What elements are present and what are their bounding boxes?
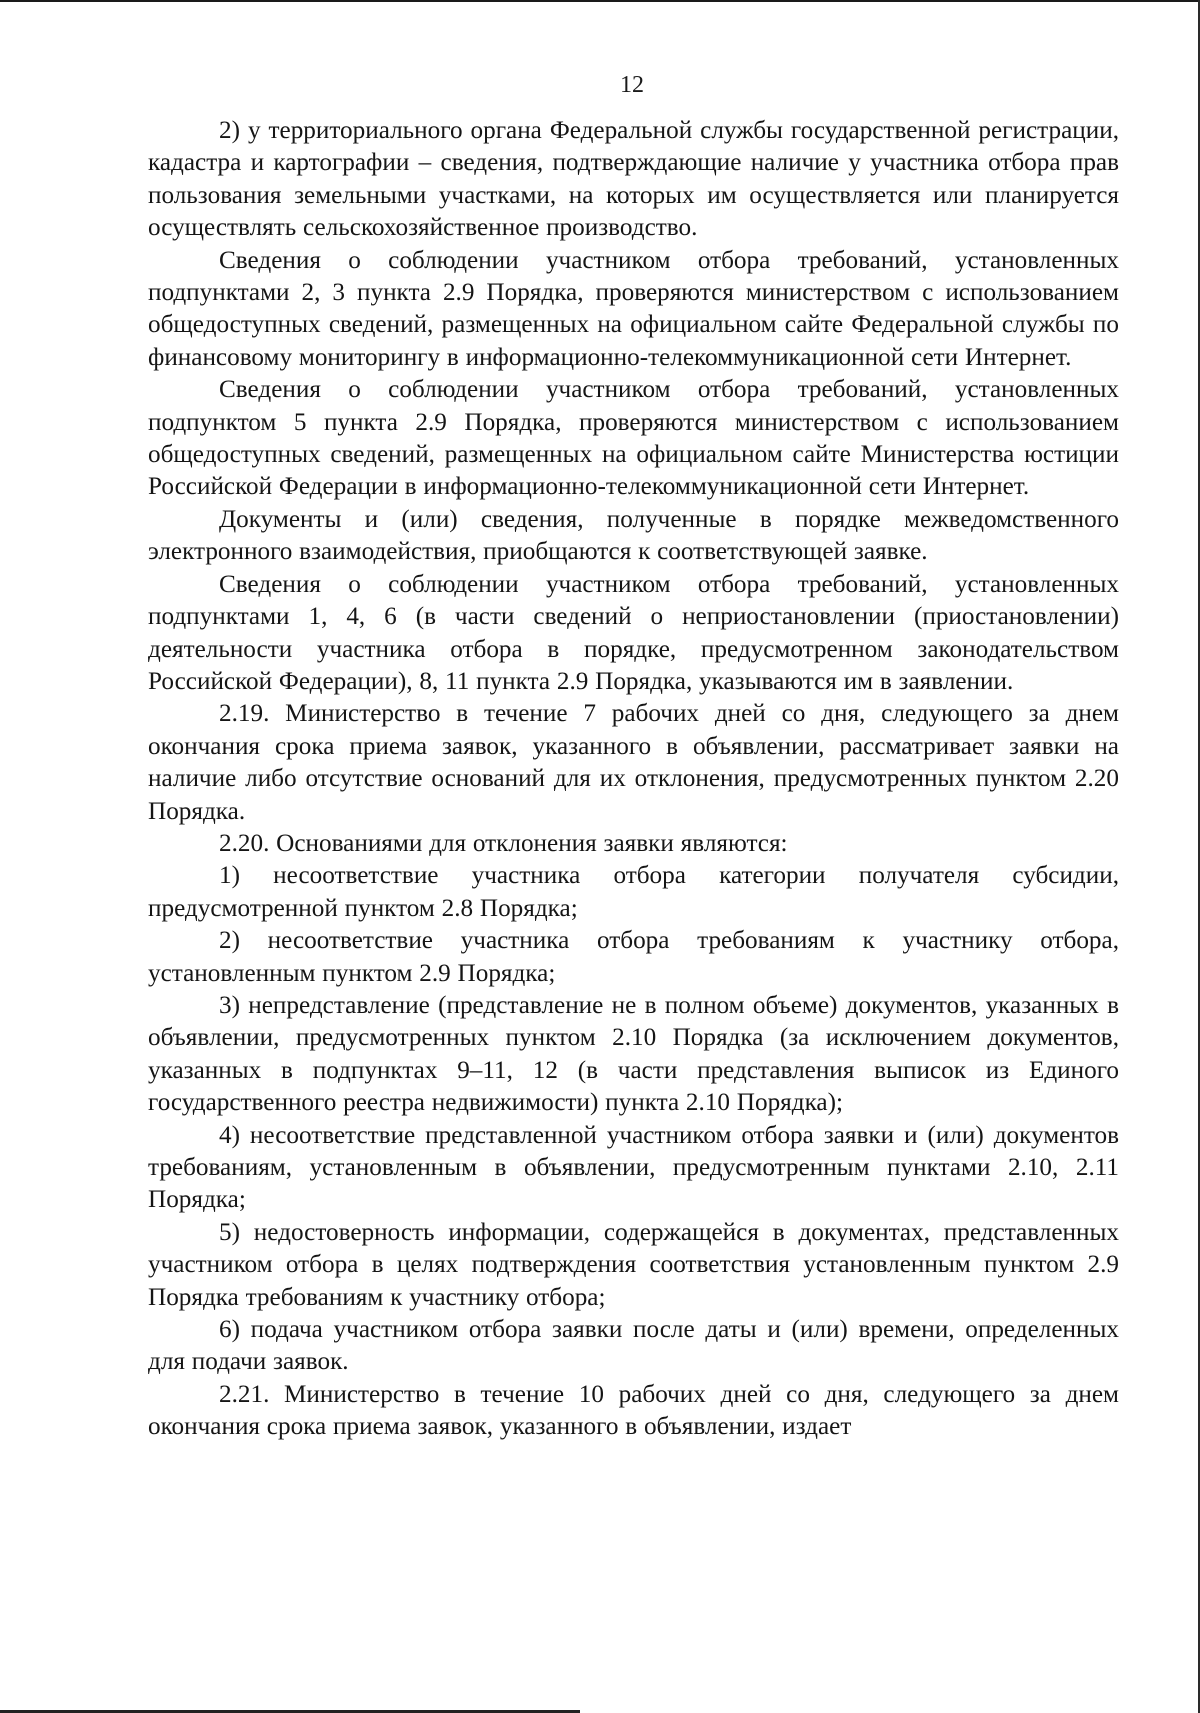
page-number: 12 — [620, 72, 644, 98]
paragraph: 2) несоответствие участника отбора требованиям к участнику отбора, установленным пунктом 2.9 Порядка; — [148, 927, 1119, 987]
paragraph: 2) у территориального органа Федеральной службы государственной регистрации, кадастра и картографии – сведения, подтверждающие наличие у участника отбора прав пользования земельными участками, на которых им осуществляется или планируется осуществлять сельскохозяйственное производство. — [148, 117, 1119, 242]
paragraph: Сведения о соблюдении участником отбора требований, установленных подпунктом 5 пункта 2.9 Порядка, проверяются министерством с использованием общедоступных сведений, размещенных на официальном сайте Министерства юстиции Российской Федерации в информационно-телекоммуникационной сети Интернет. — [148, 376, 1119, 501]
scan-edge-top — [0, 0, 1200, 2]
paragraph: 4) несоответствие представленной участником отбора заявки и (или) документов требованиям, установленным в объявлении, предусмотренным пунктами 2.10, 2.11 Порядка; — [148, 1121, 1119, 1214]
document-body — [148, 115, 1119, 1444]
paragraph: 3) непредставление (представление не в полном объеме) документов, указанных в объявлении, предусмотренных пунктом 2.10 Порядка (за исключением документов, указанных в подпунктах 9–11, 12 (в части представления выписок из Единого государственного реестра недвижимости) пункта 2.10 Порядка); — [148, 991, 1119, 1117]
paragraph: Сведения о соблюдении участником отбора требований, установленных подпунктами 2, 3 пункта 2.9 Порядка, проверяются министерством с использованием общедоступных сведений, размещенных на официальном сайте Федеральной службы по финансовому мониторингу в информационно-телекоммуникационной сети Интернет. — [148, 246, 1119, 371]
paragraph: 6) подача участником отбора заявки после даты и (или) времени, определенных для подачи заявок. — [148, 1316, 1119, 1376]
paragraph: 5) недостоверность информации, содержащейся в документах, представленных участником отбора в целях подтверждения соответствия установленным пунктом 2.9 Порядка требованиям к участнику отбора; — [148, 1218, 1119, 1311]
paragraph: 1) несоответствие участника отбора категории получателя субсидии, предусмотренной пунктом 2.8 Порядка; — [148, 862, 1119, 922]
paragraph: 2.21. Министерство в течение 10 рабочих дней со дня, следующего за днем окончания срока приема заявок, указанного в объявлении, издает — [148, 1380, 1119, 1441]
paragraph: 2.19. Министерство в течение 7 рабочих дней со дня, следующего за днем окончания срока приема заявок, указанного в объявлении, рассматривает заявки на наличие либо отсутствие оснований для их отклонения, предусмотренных пунктом 2.20 Порядка. — [148, 700, 1119, 825]
paragraph: Сведения о соблюдении участником отбора требований, установленных подпунктами 1, 4, 6 (в части сведений о неприостановлении (приостановлении) деятельности участника отбора в порядке, предусмотренном законодательством Российской Федерации), 8, 11 пункта 2.9 Порядка, указываются им в заявлении. — [148, 570, 1119, 695]
paragraph: 2.20. Основаниями для отклонения заявки являются: — [219, 829, 788, 857]
paragraph: Документы и (или) сведения, полученные в порядке межведомственного электронного взаимодействия, приобщаются к соответствующей заявке. — [148, 505, 1119, 566]
